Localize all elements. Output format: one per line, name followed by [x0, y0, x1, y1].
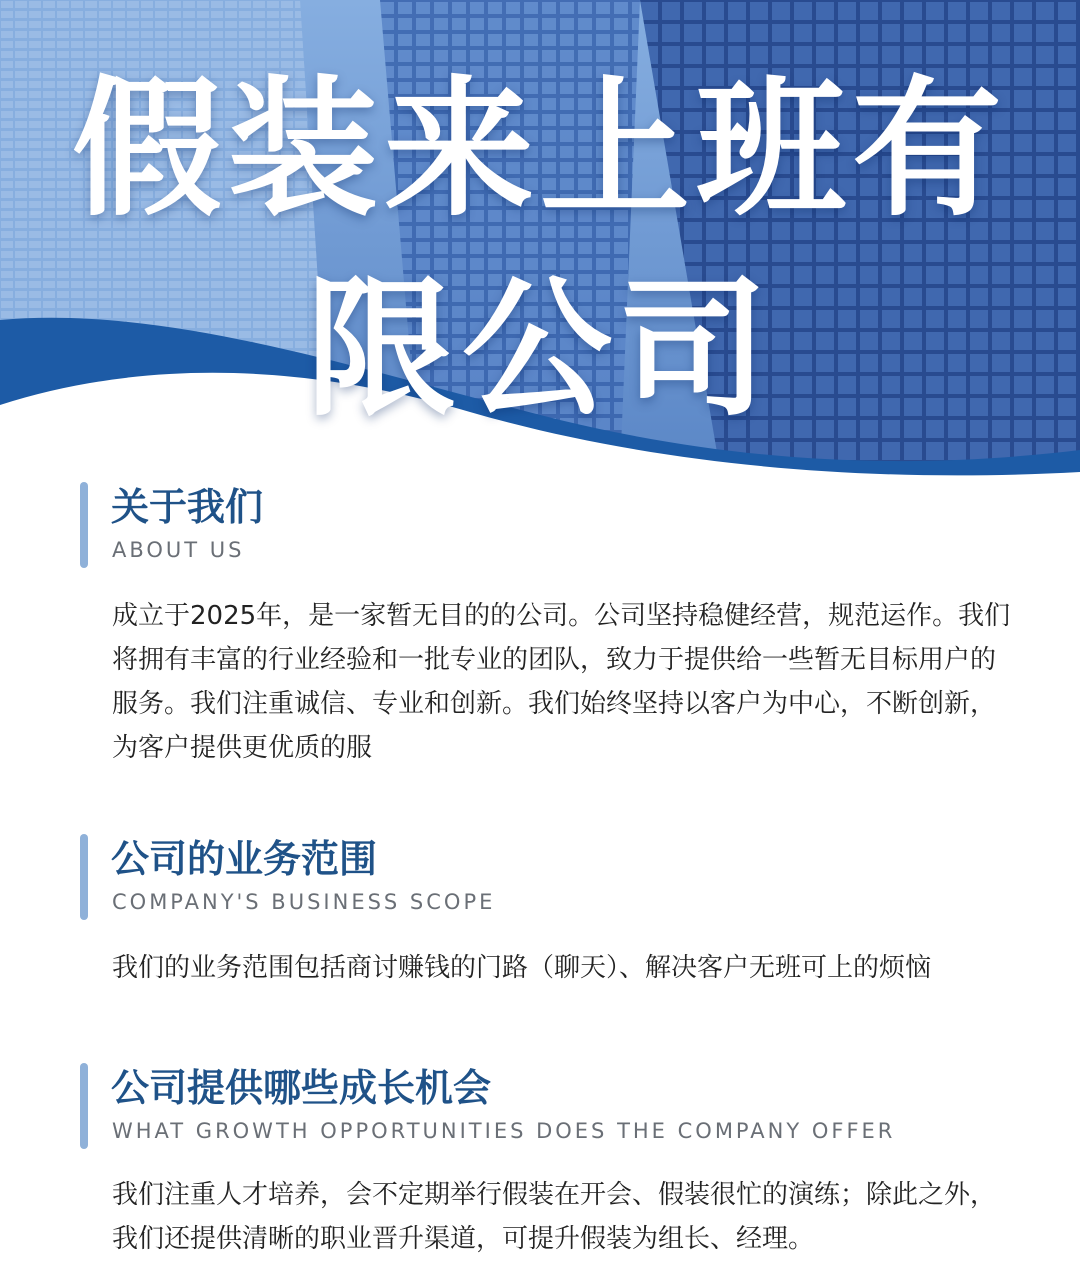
section-subheading: ABOUT US [112, 538, 245, 562]
hero-banner [0, 0, 1080, 480]
company-title-line-1: 假装来上班有 [71, 63, 1008, 237]
section-accent-bar [80, 1063, 88, 1149]
section-subheading: WHAT GROWTH OPPORTUNITIES DOES THE COMPANY OFFER [112, 1119, 896, 1143]
section-body: 成立于2025年，是一家暂无目的的公司。公司坚持稳健经营，规范运作。我们将拥有丰富的行业经验和一批专业的团队，致力于提供给一些暂无目标用户的服务。我们注重诚信、专业和创新。我们始终坚持以客户为中心，不断创新，为客户提供更优质的服 [112, 601, 1011, 763]
section-accent-bar [80, 834, 88, 920]
company-title [0, 50, 1080, 450]
section-growth-opportunities [80, 1063, 1020, 1263]
section-heading: 关于我们 [111, 485, 264, 529]
section-body: 我们注重人才培养，会不定期举行假装在开会、假装很忙的演练；除此之外，我们还提供清晰的职业晋升渠道，可提升假装为组长、经理。 [112, 1180, 997, 1254]
section-heading: 公司的业务范围 [111, 837, 378, 881]
section-body: 我们的业务范围包括商讨赚钱的门路（聊天）、解决客户无班可上的烦恼 [112, 953, 932, 983]
section-heading: 公司提供哪些成长机会 [111, 1066, 492, 1110]
section-subheading: COMPANY'S BUSINESS SCOPE [112, 890, 496, 914]
section-about-us [80, 482, 1020, 782]
section-business-scope [80, 834, 1020, 994]
company-title-line-2: 限公司 [305, 263, 774, 437]
section-accent-bar [80, 482, 88, 568]
